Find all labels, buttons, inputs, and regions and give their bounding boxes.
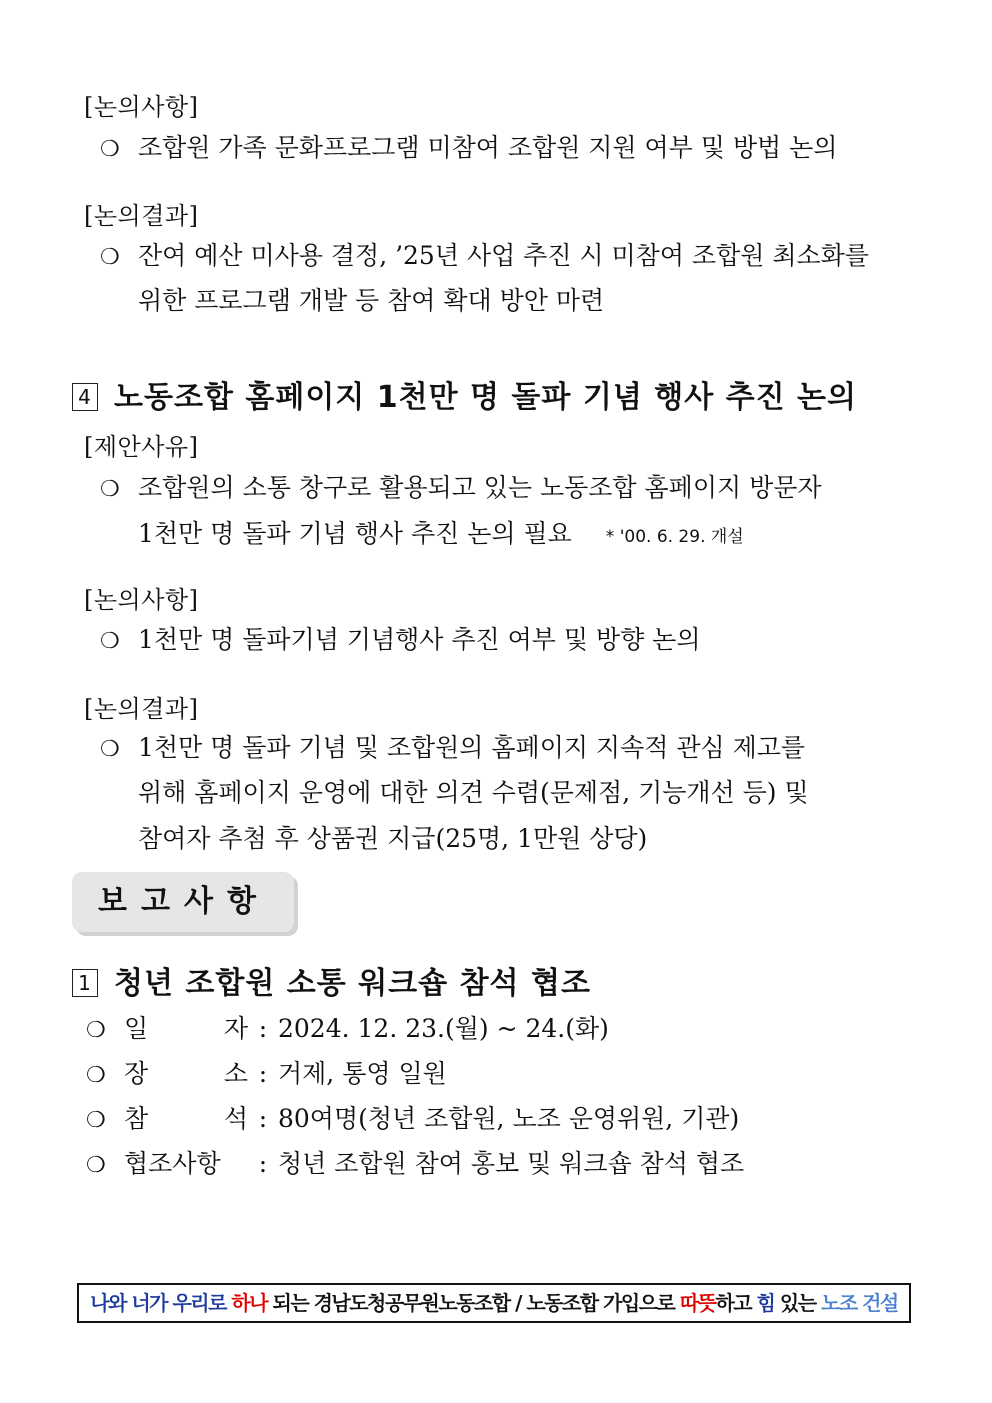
info-row-cooperation: ❍ 협조사항 : 청년 조합원 참여 홍보 및 워크숍 참석 협조 [86, 1141, 744, 1189]
section-number-box: 4 [72, 383, 98, 411]
result-heading: [논의결과] [84, 202, 199, 230]
info-row-date: ❍ 일 자 : 2024. 12. 23.(월) ~ 24.(화) [86, 1006, 609, 1054]
result-item-2 [100, 725, 922, 773]
discussion-text-2: 1천만 명 돌파기념 기념행사 추진 여부 및 방향 논의 [138, 625, 701, 654]
result-text-2-line3: 참여자 추첨 후 상품권 지급(25명, 1만원 상당) [138, 824, 648, 853]
circle-bullet-icon: ❍ [86, 1018, 106, 1043]
discussion-heading-2: [논의사항] [84, 586, 199, 614]
report-item-1-title [72, 958, 591, 1002]
info-row-attendees: ❍ 참 석 : 80여명(청년 조합원, 노조 운영위원, 기관) [86, 1096, 739, 1144]
circle-bullet-icon: ❍ [100, 245, 120, 270]
circle-bullet-icon: ❍ [100, 629, 120, 654]
slogan-part-1: 나와 너가 우리로 [90, 1291, 226, 1315]
reason-text-line2: 1천만 명 돌파 기념 행사 추진 논의 필요 [138, 519, 572, 548]
section-number-box: 1 [72, 969, 98, 997]
result-text-line2: 위한 프로그램 개발 등 참여 확대 방안 마련 [138, 286, 605, 315]
discussion-item-2 [100, 617, 922, 665]
circle-bullet-icon: ❍ [100, 137, 120, 162]
info-label: 참 석 [124, 1104, 248, 1133]
slogan-part-5: 따뜻 [679, 1291, 716, 1315]
info-label: 장 소 [124, 1059, 248, 1088]
result-heading-2: [논의결과] [84, 695, 199, 723]
report-section-label: 보고사항 [72, 872, 294, 932]
reason-heading: [제안사유] [84, 433, 199, 461]
slogan-part-8: 있는 [774, 1291, 821, 1315]
section-4-title [72, 372, 857, 416]
circle-bullet-icon: ❍ [86, 1108, 106, 1133]
result-text-2-line2: 위해 홈페이지 운영에 대한 의견 수렴(문제점, 기능개선 등) 및 [138, 778, 809, 807]
circle-bullet-icon: ❍ [100, 737, 120, 762]
slogan-part-9: 노조 건설 [821, 1291, 898, 1315]
slogan-part-3: 하나 [231, 1291, 268, 1315]
info-value: 거제, 통영 일원 [278, 1059, 447, 1088]
info-value: 2024. 12. 23.(월) ~ 24.(화) [278, 1014, 609, 1043]
slogan-part-7: 힘 [756, 1291, 775, 1315]
reason-line2 [138, 511, 922, 560]
result-item [100, 233, 922, 281]
circle-bullet-icon: ❍ [100, 477, 120, 502]
reason-text-line1: 조합원의 소통 창구로 활용되고 있는 노동조합 홈페이지 방문자 [138, 473, 822, 502]
discussion-item [100, 125, 922, 173]
result-text-2-line1: 1천만 명 돌파 기념 및 조합원의 홈페이지 지속적 관심 제고를 [138, 733, 806, 762]
reason-note: * '00. 6. 29. 개설 [605, 527, 744, 547]
slogan-part-4: 되는 경남도청공무원노동조합 / 노동조합 가입으로 [267, 1291, 680, 1315]
slogan-part-6: 하고 [715, 1291, 757, 1315]
section-title-text: 노동조합 홈페이지 1천만 명 돌파 기념 행사 추진 논의 [114, 380, 858, 415]
circle-bullet-icon: ❍ [86, 1063, 106, 1088]
info-value: 청년 조합원 참여 홍보 및 워크숍 참석 협조 [278, 1149, 745, 1178]
info-label: 일 자 [124, 1014, 248, 1043]
report-item-title-text: 청년 조합원 소통 워크숍 참석 협조 [114, 966, 591, 1001]
discussion-heading: [논의사항] [84, 93, 199, 121]
circle-bullet-icon: ❍ [86, 1153, 106, 1178]
discussion-text: 조합원 가족 문화프로그램 미참여 조합원 지원 여부 및 방법 논의 [138, 133, 838, 162]
footer-slogan [77, 1283, 911, 1323]
info-value: 80여명(청년 조합원, 노조 운영위원, 기관) [278, 1104, 740, 1133]
info-row-place: ❍ 장 소 : 거제, 통영 일원 [86, 1051, 447, 1099]
reason-item [100, 465, 922, 513]
info-label: 협조사항 [124, 1149, 221, 1178]
result-text-line1: 잔여 예산 미사용 결정, ’25년 사업 추진 시 미참여 조합원 최소화를 [138, 241, 869, 270]
